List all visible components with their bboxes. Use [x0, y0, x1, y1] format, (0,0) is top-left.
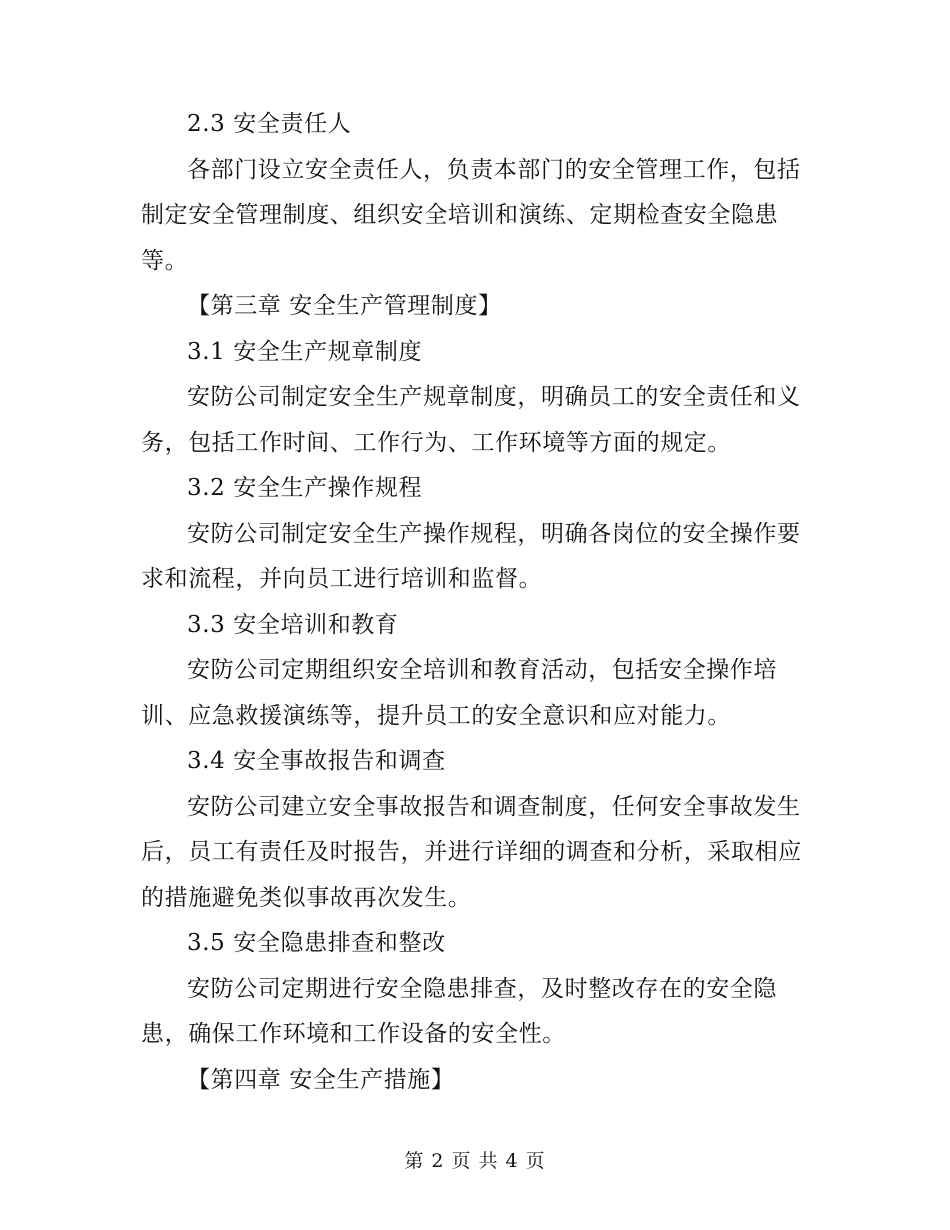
paragraph-line: 等。 [141, 247, 189, 274]
paragraph-line: 安防公司建立安全事故报告和调查制度，任何安全事故发生 [187, 793, 801, 820]
paragraph-line: 后，员工有责任及时报告，并进行详细的调查和分析，采取相应 [141, 839, 802, 865]
paragraph-line: 安防公司制定安全生产操作规程，明确各岗位的安全操作要 [187, 520, 801, 547]
section-heading-3-1: 3.1 安全生产规章制度 [187, 338, 423, 365]
paragraph-line: 务，包括工作时间、工作行为、工作环境等方面的规定。 [141, 429, 731, 456]
section-heading-3-3: 3.3 安全培训和教育 [187, 611, 399, 638]
paragraph-line: 训、应急救援演练等，提升员工的安全意识和应对能力。 [141, 702, 731, 729]
paragraph-line: 的措施避免类似事故再次发生。 [141, 884, 472, 911]
section-heading-3-4: 3.4 安全事故报告和调查 [187, 748, 446, 774]
document-body [141, 102, 821, 1103]
section-heading-3-2: 3.2 安全生产操作规程 [187, 475, 423, 501]
section-heading-2-3: 2.3 安全责任人 [187, 111, 352, 137]
paragraph-line: 制定安全管理制度、组织安全培训和演练、定期检查安全隐患 [141, 202, 779, 228]
section-heading-3-5: 3.5 安全隐患排查和整改 [187, 930, 446, 956]
paragraph-line: 安防公司定期进行安全隐患排查，及时整改存在的安全隐 [187, 975, 777, 1002]
chapter-heading-3: 【第三章 安全生产管理制度】 [187, 293, 502, 319]
paragraph-line: 各部门设立安全责任人，负责本部门的安全管理工作，包括 [187, 156, 801, 183]
paragraph-line: 安防公司制定安全生产规章制度，明确员工的安全责任和义 [187, 384, 801, 410]
paragraph-line: 患，确保工作环境和工作设备的安全性。 [141, 1021, 566, 1047]
chapter-heading-4: 【第四章 安全生产措施】 [187, 1066, 455, 1093]
paragraph-line: 求和流程，并向员工进行培训和监督。 [141, 566, 543, 592]
paragraph-line: 安防公司定期组织安全培训和教育活动，包括安全操作培 [187, 657, 777, 683]
page-number-footer: 第 2 页 共 4 页 [404, 1150, 546, 1172]
